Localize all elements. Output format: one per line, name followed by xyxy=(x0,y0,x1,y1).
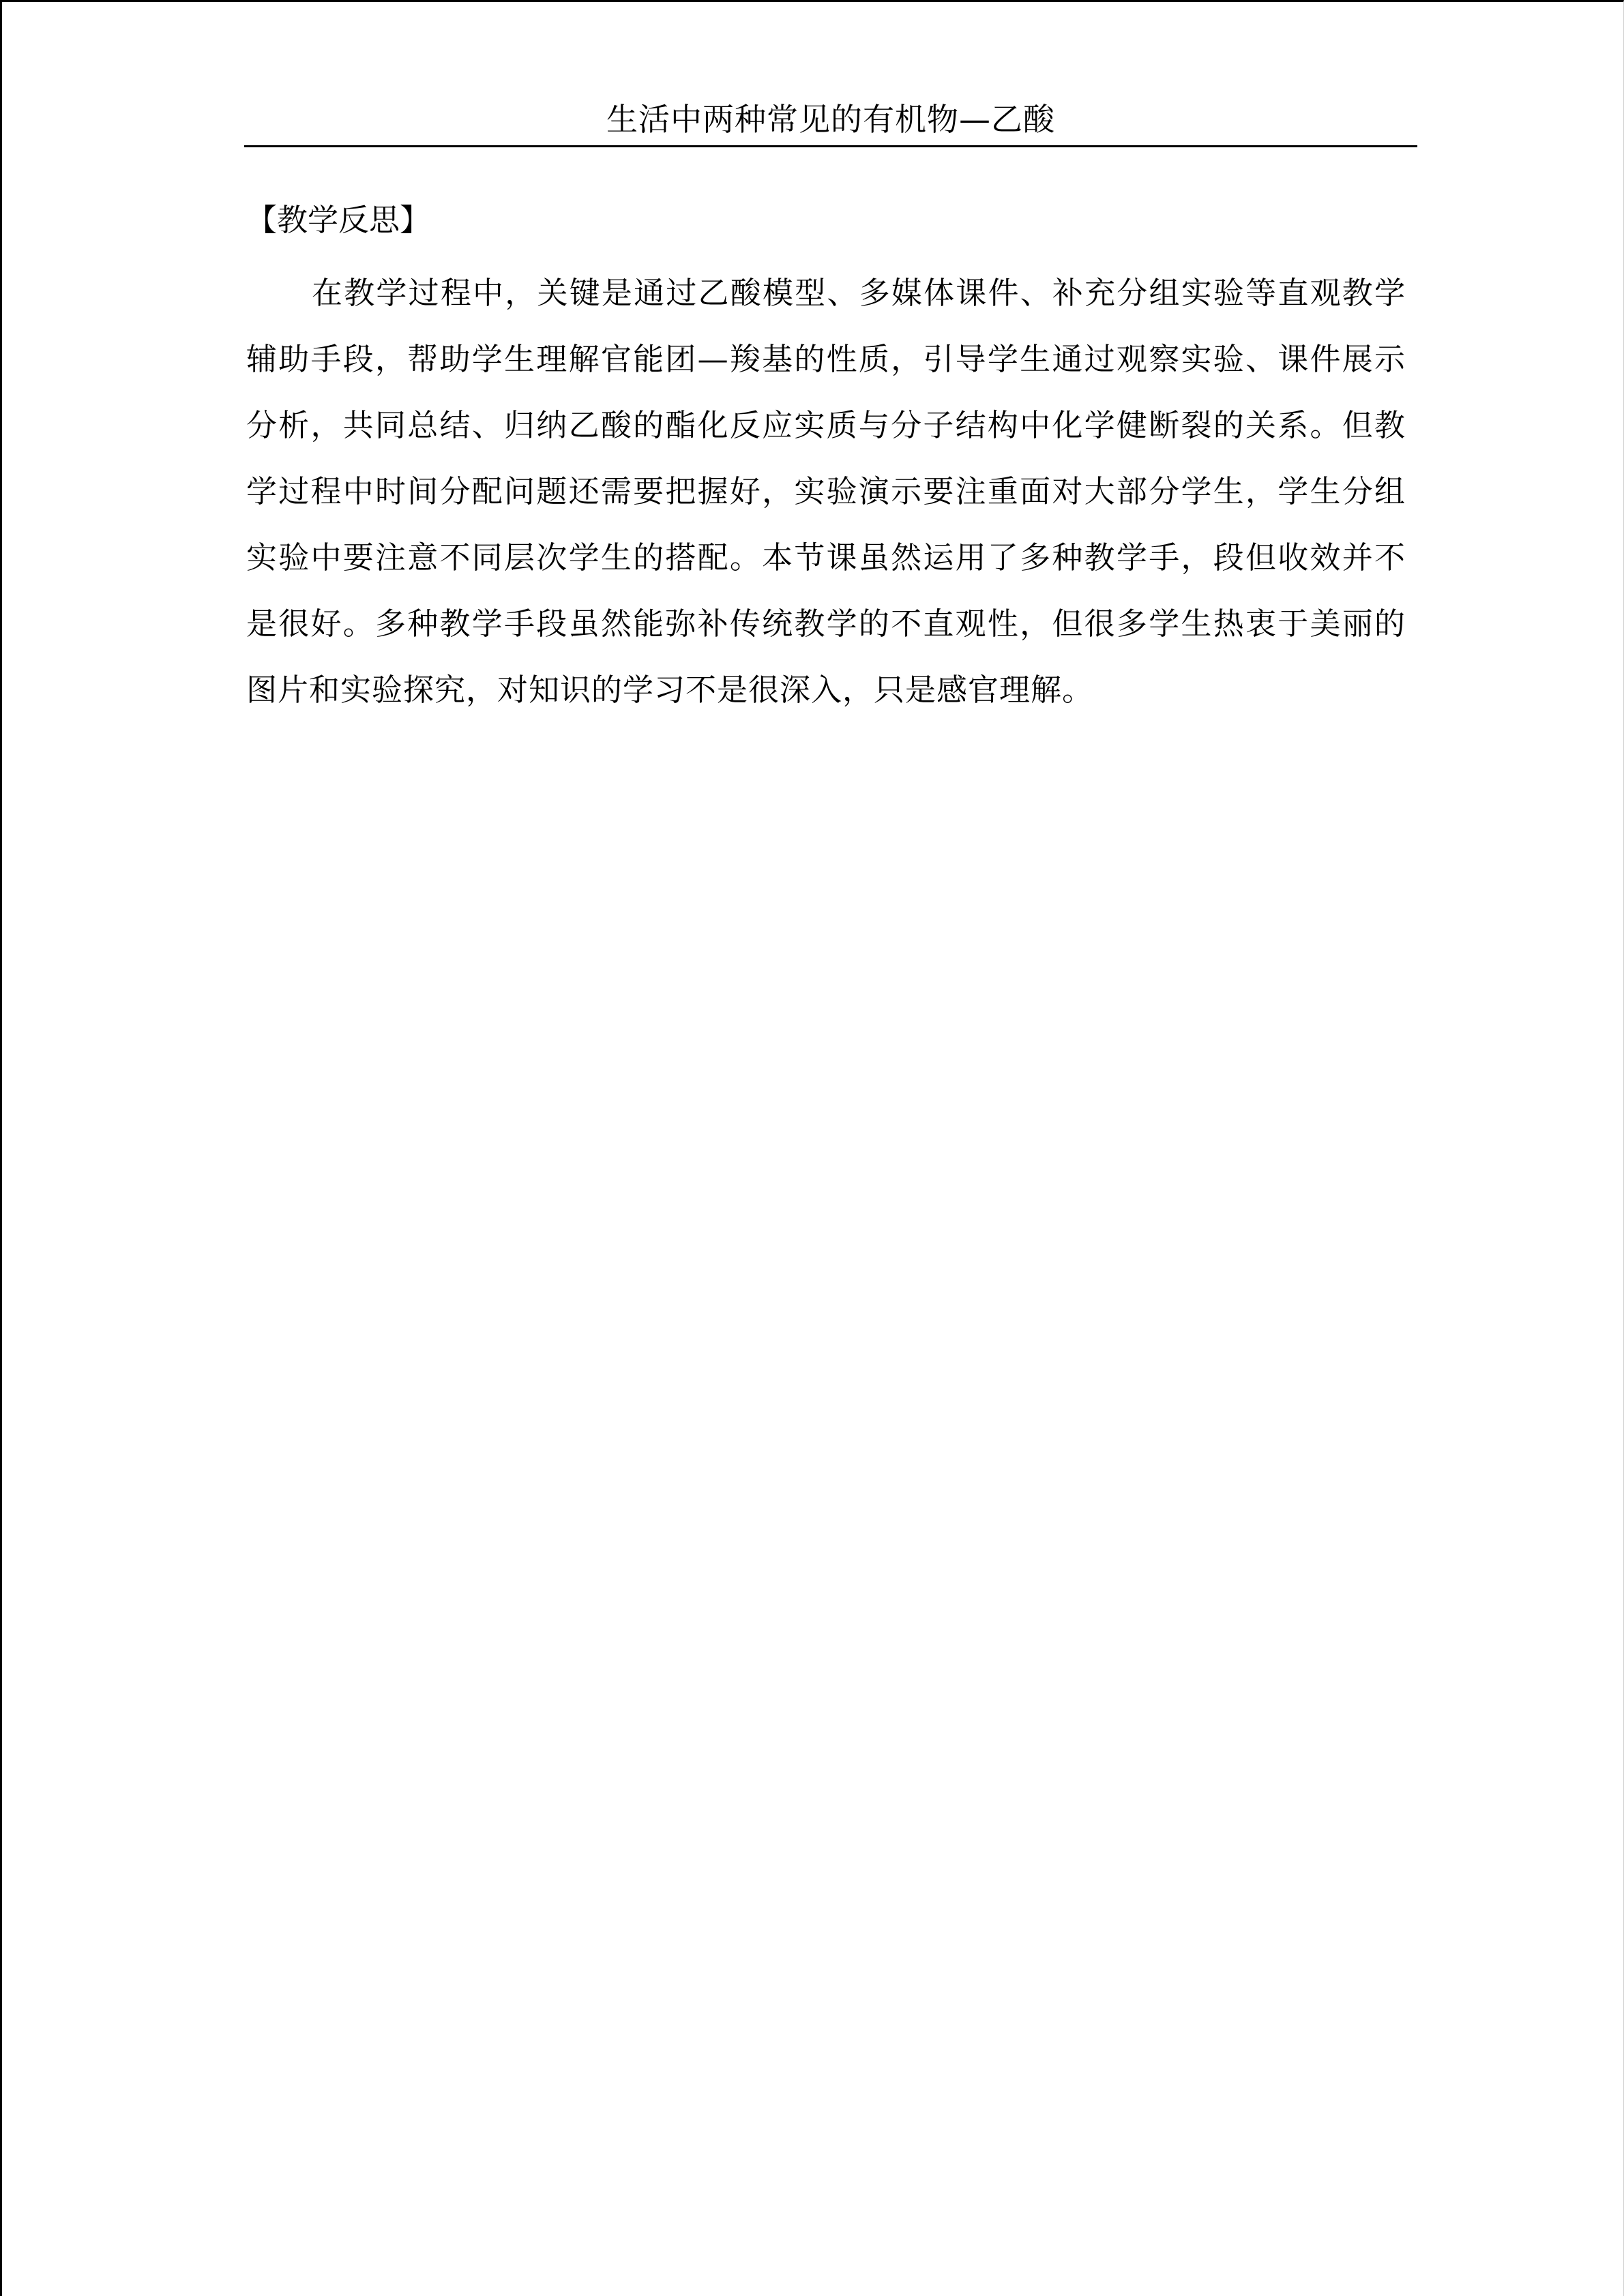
body-paragraph: 在教学过程中，关键是通过乙酸模型、多媒体课件、补充分组实验等直观教学辅助手段，帮助学生理解官能团—羧基的性质，引导学生通过观察实验、课件展示分析，共同总结、归纳乙酸的酯化反应实质与分子结构中化学健断裂的关系。但教学过程中时间分配问题还需要把握好，实验演示要注重面对大部分学生，学生分组实验中要注意不同层次学生的搭配。本节课虽然运用了多种教学手，段但收效并不是很好。多种教学手段虽然能弥补传统教学的不直观性，但很多学生热衷于美丽的图片和实验探究，对知识的学习不是很深入，只是感官理解。 xyxy=(246,275,1406,708)
header-title: 生活中两种常见的有机物—乙酸 xyxy=(606,101,1055,138)
page-header xyxy=(244,98,1417,147)
section-heading: 【教学反思】 xyxy=(246,202,431,238)
page-content xyxy=(246,194,1406,723)
